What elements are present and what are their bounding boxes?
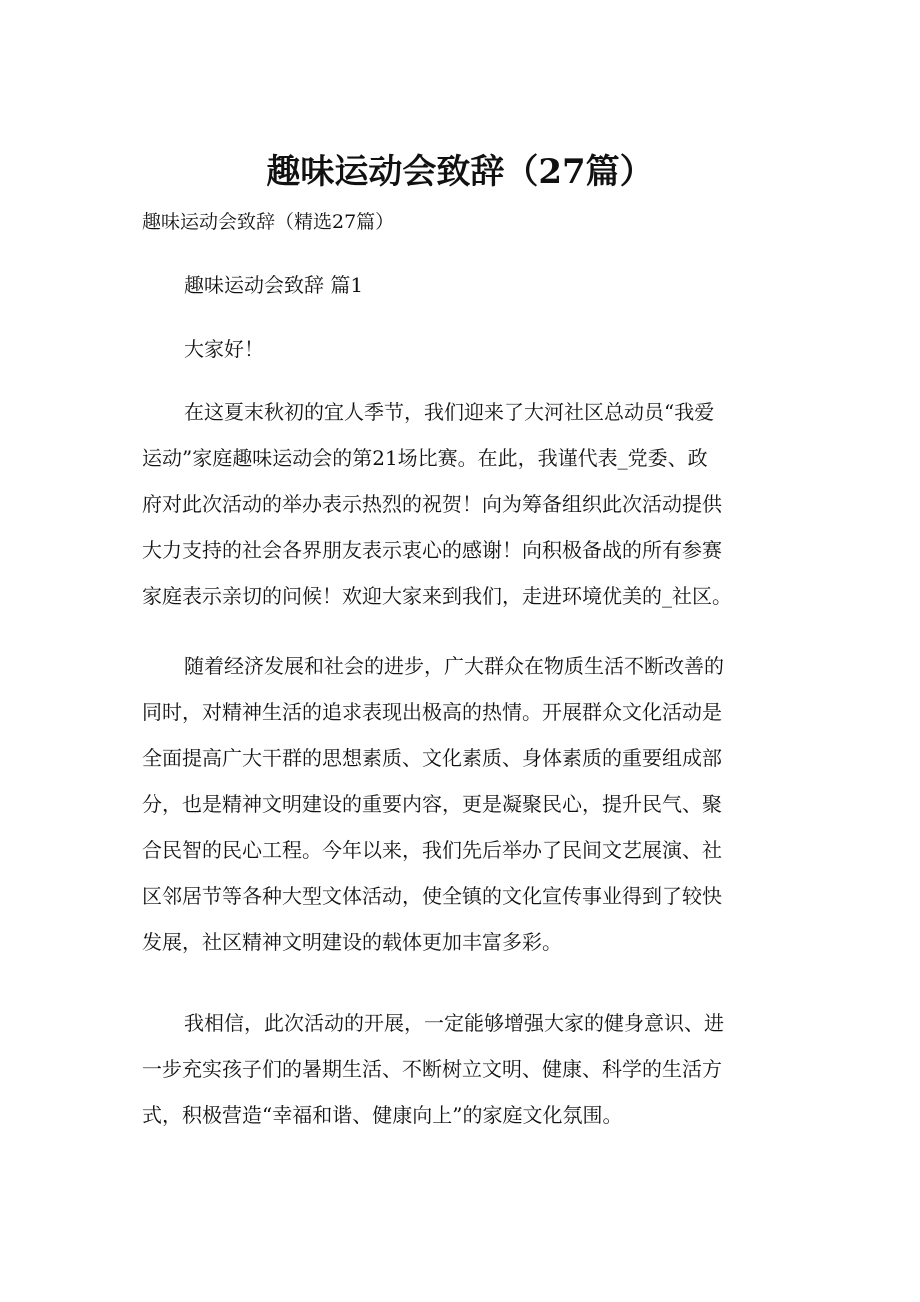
paragraph-line: 随着经济发展和社会的进步，广大群众在物质生活不断改善的 bbox=[184, 654, 724, 678]
document-subtitle: 趣味运动会致辞（精选27篇） bbox=[142, 211, 395, 233]
paragraph-line: 我相信，此次活动的开展，一定能够增强大家的健身意识、进 bbox=[184, 1011, 724, 1035]
paragraph-line: 区邻居节等各种大型文体活动，使全镇的文化宣传事业得到了较快 bbox=[142, 884, 722, 908]
paragraph-3 bbox=[142, 1000, 772, 1138]
paragraph-line: 分，也是精神文明建设的重要内容，更是凝聚民心，提升民气、聚 bbox=[142, 792, 722, 816]
paragraph-line: 在这夏末秋初的宜人季节，我们迎来了大河社区总动员“我爱 bbox=[184, 400, 715, 424]
paragraph-line: 运动”家庭趣味运动会的第21场比赛。在此，我谨代表_党委、政 bbox=[142, 446, 708, 470]
section-heading: 趣味运动会致辞 篇1 bbox=[184, 273, 364, 297]
paragraph-line: 合民智的民心工程。今年以来，我们先后举办了民间文艺展演、社 bbox=[142, 838, 722, 862]
paragraph-line: 全面提高广大干群的思想素质、文化素质、身体素质的重要组成部 bbox=[142, 746, 722, 770]
paragraph-line: 家庭表示亲切的问候！欢迎大家来到我们，走进环境优美的_社区。 bbox=[142, 584, 732, 608]
paragraph-line: 大力支持的社会各界朋友表示衷心的感谢！向积极备战的所有参赛 bbox=[142, 538, 722, 562]
greeting: 大家好！ bbox=[184, 337, 264, 361]
paragraph-1 bbox=[142, 389, 772, 619]
paragraph-line: 式，积极营造“幸福和谐、健康向上”的家庭文化氛围。 bbox=[142, 1103, 623, 1127]
paragraph-line: 一步充实孩子们的暑期生活、不断树立文明、健康、科学的生活方 bbox=[142, 1057, 722, 1081]
paragraph-2 bbox=[142, 643, 772, 965]
page-title: 趣味运动会致辞（27篇） bbox=[266, 152, 654, 192]
paragraph-line: 发展，社区精神文明建设的载体更加丰富多彩。 bbox=[142, 930, 562, 954]
paragraph-line: 府对此次活动的举办表示热烈的祝贺！向为筹备组织此次活动提供 bbox=[142, 492, 722, 516]
paragraph-line: 同时，对精神生活的追求表现出极高的热情。开展群众文化活动是 bbox=[142, 700, 722, 724]
